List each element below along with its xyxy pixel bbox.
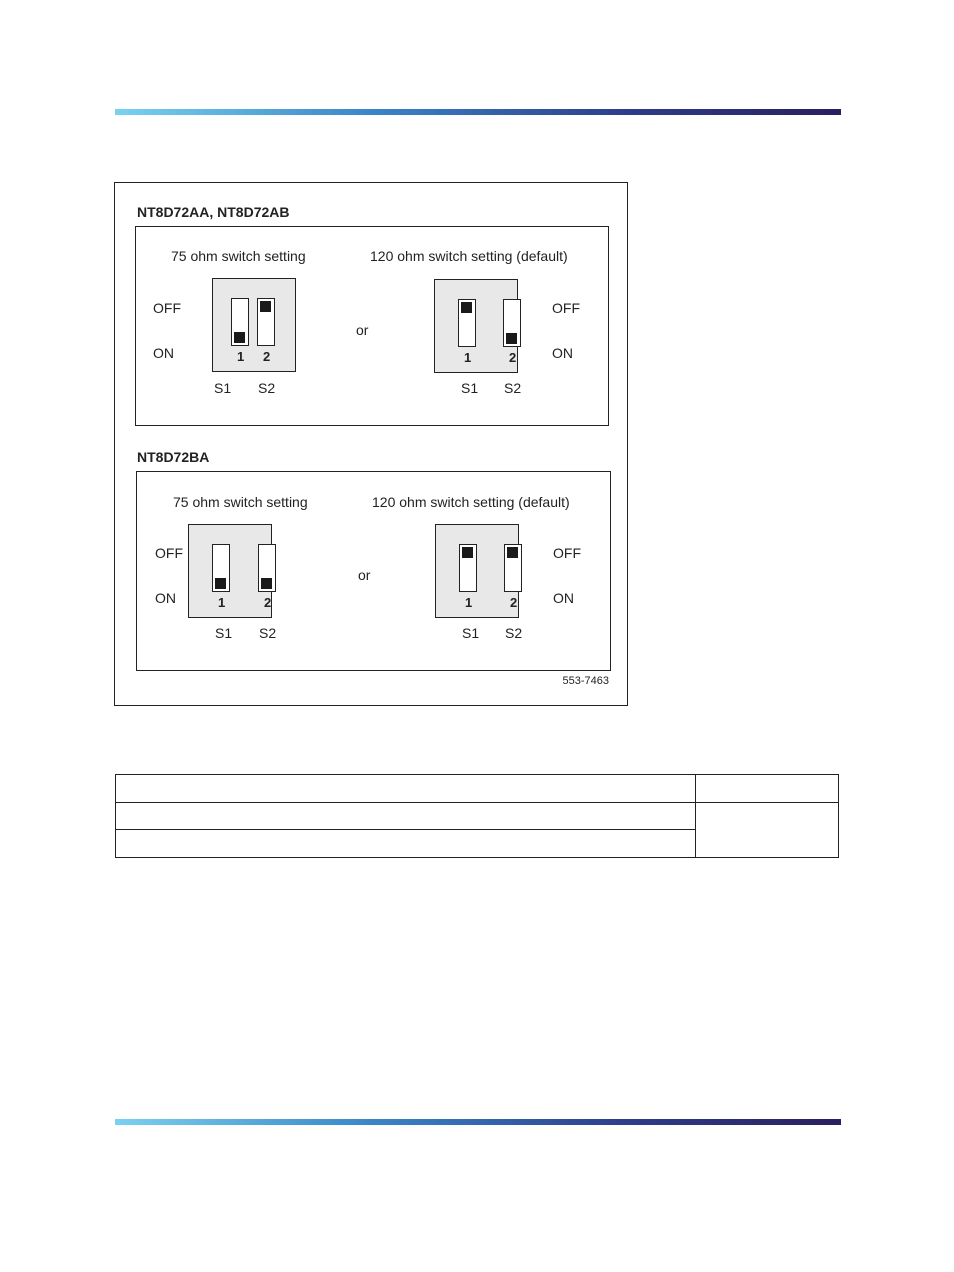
switch-label: S2 bbox=[504, 380, 522, 396]
switch-knob bbox=[507, 547, 518, 558]
or-label: or bbox=[358, 567, 371, 583]
switch-knob bbox=[234, 332, 245, 343]
switch-label: S1 bbox=[461, 380, 479, 396]
switch-knob bbox=[506, 333, 517, 344]
switch-number: 1 bbox=[465, 595, 473, 610]
footer-gradient-bar bbox=[115, 1119, 841, 1125]
table-cell bbox=[115, 829, 696, 858]
off-label: OFF bbox=[553, 545, 581, 561]
switch-label: S2 bbox=[259, 625, 277, 641]
on-label: ON bbox=[155, 590, 176, 606]
figure-id: 553-7463 bbox=[562, 675, 609, 687]
switch-knob bbox=[462, 547, 473, 558]
dip-switch-120-ohm bbox=[435, 524, 519, 618]
switch-knob bbox=[461, 302, 472, 313]
switch-s1 bbox=[212, 544, 230, 592]
dip-switch-figure bbox=[114, 182, 628, 706]
switch-s2 bbox=[504, 544, 522, 592]
off-label: OFF bbox=[552, 300, 580, 316]
switch-settings-box bbox=[136, 471, 611, 671]
switch-label: S2 bbox=[258, 380, 276, 396]
dip-switch-75-ohm bbox=[212, 278, 296, 372]
on-label: ON bbox=[153, 345, 174, 361]
switch-label: S1 bbox=[214, 380, 232, 396]
caption-120-ohm: 120 ohm switch setting (default) bbox=[370, 248, 568, 264]
switch-number: 2 bbox=[510, 595, 518, 610]
table-cell-merged bbox=[695, 802, 839, 858]
settings-table bbox=[115, 774, 839, 858]
on-label: ON bbox=[553, 590, 574, 606]
header-gradient-bar bbox=[115, 109, 841, 115]
switch-number: 1 bbox=[464, 350, 472, 365]
switch-s1 bbox=[458, 299, 476, 347]
switch-s2 bbox=[503, 299, 521, 347]
off-label: OFF bbox=[155, 545, 183, 561]
caption-75-ohm: 75 ohm switch setting bbox=[173, 494, 308, 510]
switch-knob bbox=[261, 578, 272, 589]
dip-switch-120-ohm bbox=[434, 279, 518, 373]
caption-75-ohm: 75 ohm switch setting bbox=[171, 248, 306, 264]
caption-120-ohm: 120 ohm switch setting (default) bbox=[372, 494, 570, 510]
table-header-cell bbox=[695, 774, 839, 803]
dip-switch-75-ohm bbox=[188, 524, 272, 618]
switch-label: S1 bbox=[215, 625, 233, 641]
switch-s1 bbox=[459, 544, 477, 592]
switch-number: 2 bbox=[264, 595, 272, 610]
table-header-cell bbox=[115, 774, 696, 803]
off-label: OFF bbox=[153, 300, 181, 316]
switch-settings-box bbox=[135, 226, 609, 426]
switch-number: 1 bbox=[218, 595, 226, 610]
or-label: or bbox=[356, 322, 369, 338]
switch-number: 2 bbox=[509, 350, 517, 365]
table-cell bbox=[115, 802, 696, 830]
switch-label: S2 bbox=[505, 625, 523, 641]
switch-label: S1 bbox=[462, 625, 480, 641]
switch-s1 bbox=[231, 298, 249, 346]
switch-s2 bbox=[258, 544, 276, 592]
switch-number: 1 bbox=[237, 349, 245, 364]
group-title: NT8D72AA, NT8D72AB bbox=[137, 204, 290, 220]
on-label: ON bbox=[552, 345, 573, 361]
switch-knob bbox=[215, 578, 226, 589]
switch-s2 bbox=[257, 298, 275, 346]
switch-number: 2 bbox=[263, 349, 271, 364]
switch-knob bbox=[260, 301, 271, 312]
group-title: NT8D72BA bbox=[137, 449, 210, 465]
